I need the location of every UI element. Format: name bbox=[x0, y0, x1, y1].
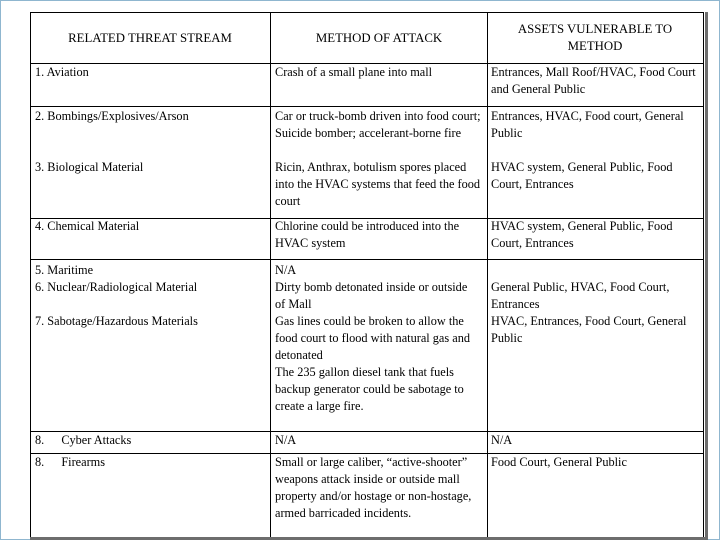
header-assets-line1: ASSETS VULNERABLE TO bbox=[517, 22, 673, 36]
table-border-top bbox=[30, 12, 703, 13]
method-sabotage-gas-lines: Gas lines could be broken to allow the food court to flood with natural gas and detonated bbox=[275, 314, 470, 362]
method-chemical: Chlorine could be introduced into the HVAC system bbox=[275, 219, 460, 250]
table-border-right bbox=[703, 12, 704, 540]
method-cyber: N/A bbox=[275, 433, 297, 447]
assets-firearms: Food Court, General Public bbox=[491, 455, 627, 469]
assets-bombings: Entrances, HVAC, Food court, General Public bbox=[491, 109, 684, 140]
assets-biological: HVAC system, General Public, Food Court, Entrances bbox=[491, 160, 673, 191]
threat-stream-biological: 3. Biological Material bbox=[35, 160, 144, 174]
threat-stream-firearms bbox=[35, 454, 267, 471]
threat-number: 8. bbox=[35, 455, 45, 469]
header-method-of-attack: METHOD OF ATTACK bbox=[315, 31, 443, 45]
threat-stream-bombings: 2. Bombings/Explosives/Arson bbox=[35, 109, 189, 123]
assets-nuclear: General Public, HVAC, Food Court, Entrances bbox=[491, 280, 670, 311]
method-bombings: Car or truck-bomb driven into food court; Suicide bomber; accelerant-borne fire bbox=[275, 109, 481, 140]
assets-aviation: Entrances, Mall Roof/HVAC, Food Court and General Public bbox=[491, 65, 696, 96]
method-sabotage-diesel-tank: The 235 gallon diesel tank that fuels backup generator could be sabotage to create a large fire. bbox=[275, 365, 464, 413]
assets-chemical: HVAC system, General Public, Food Court, Entrances bbox=[491, 219, 673, 250]
header-assets-vulnerable bbox=[488, 21, 702, 55]
method-nuclear: Dirty bomb detonated inside or outside of Mall bbox=[275, 280, 468, 311]
column-divider bbox=[270, 12, 271, 540]
threat-stream-cyber bbox=[35, 432, 267, 449]
threat-stream-sabotage: 7. Sabotage/Hazardous Materials bbox=[35, 314, 198, 328]
header-threat-stream: RELATED THREAT STREAM bbox=[68, 31, 232, 45]
method-maritime: N/A bbox=[275, 263, 297, 277]
header-assets-line2: METHOD bbox=[567, 39, 623, 53]
threat-name: Firearms bbox=[61, 455, 106, 469]
assets-sabotage: HVAC, Entrances, Food Court, General Public bbox=[491, 314, 687, 345]
method-aviation: Crash of a small plane into mall bbox=[275, 65, 433, 79]
threat-number: 8. bbox=[35, 433, 45, 447]
column-divider bbox=[487, 12, 488, 540]
row-divider bbox=[30, 259, 703, 260]
threat-stream-aviation: 1. Aviation bbox=[35, 65, 89, 79]
method-firearms: Small or large caliber, “active-shooter” weapons attack inside or outside mall property and/or hostage or non-hostage, armed barricaded incidents. bbox=[275, 455, 472, 520]
assets-cyber: N/A bbox=[491, 433, 513, 447]
table-shadow bbox=[705, 12, 708, 540]
row-divider bbox=[30, 106, 703, 107]
threat-stream-nuclear: 6. Nuclear/Radiological Material bbox=[35, 280, 198, 294]
method-biological: Ricin, Anthrax, botulism spores placed into the HVAC systems that feed the food court bbox=[275, 160, 481, 208]
table-border-left bbox=[30, 12, 31, 540]
threat-stream-chemical: 4. Chemical Material bbox=[35, 219, 140, 233]
threat-stream-maritime: 5. Maritime bbox=[35, 263, 94, 277]
threat-name: Cyber Attacks bbox=[61, 433, 132, 447]
method-sabotage bbox=[275, 313, 483, 415]
